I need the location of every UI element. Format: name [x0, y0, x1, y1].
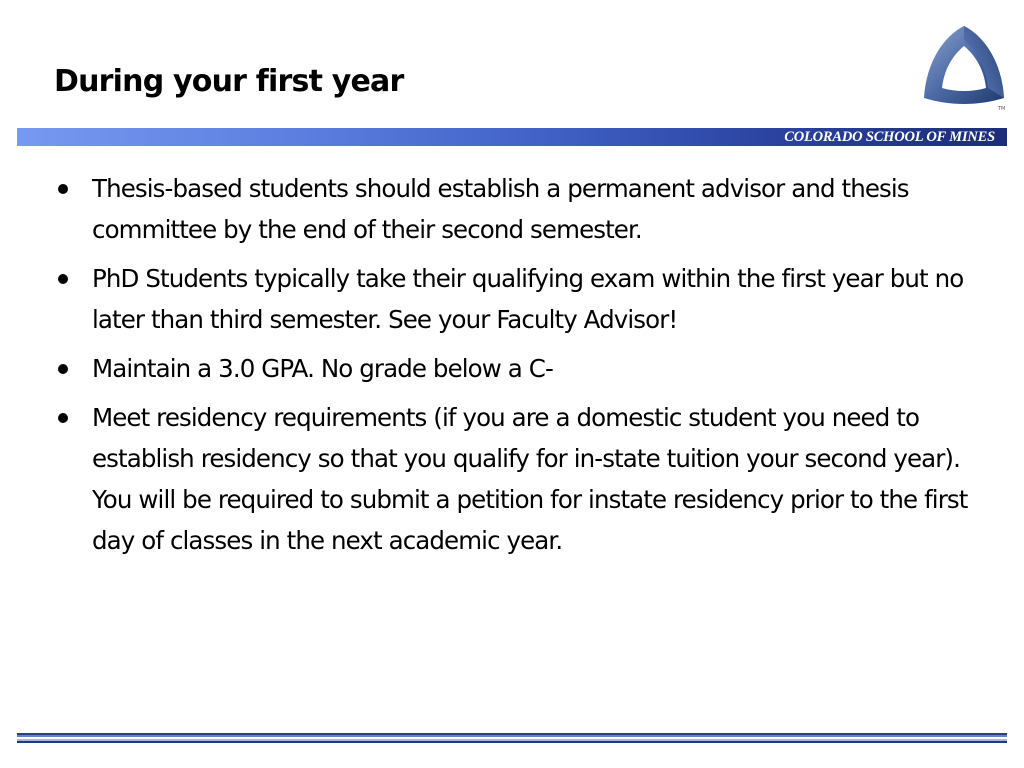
bullet-item — [54, 348, 984, 389]
bullet-text: Thesis-based students should establish a permanent advisor and thesis committee by the end of their second semester. — [92, 174, 909, 244]
bullet-item — [54, 397, 984, 561]
header-banner — [17, 128, 1007, 146]
colorado-school-of-mines-logo — [918, 22, 1010, 114]
bullet-dot-icon — [58, 364, 68, 374]
bullet-text: Meet residency requirements (if you are a domestic student you need to establish residency so that you qualify for in-state tuition your second year). You will be required to submit a petition for instate residency prior to the first day of classes in the next academic year. — [92, 403, 968, 555]
bullet-text: Maintain a 3.0 GPA. No grade below a C- — [92, 354, 553, 383]
banner-institution-name: COLORADO SCHOOL OF MINES — [784, 129, 995, 145]
bullet-dot-icon — [58, 184, 68, 194]
bullet-dot-icon — [58, 413, 68, 423]
footer-divider — [17, 733, 1007, 744]
bullet-list — [54, 168, 984, 569]
bullet-text: PhD Students typically take their qualifying exam within the first year but no later than third semester. See your Faculty Advisor! — [92, 264, 964, 334]
trademark-mark: TM — [998, 106, 1006, 112]
bullet-item — [54, 258, 984, 340]
slide-title: During your first year — [54, 64, 404, 99]
bullet-dot-icon — [58, 274, 68, 284]
reuleaux-triangle-logo-icon — [918, 22, 1010, 114]
bullet-item — [54, 168, 984, 250]
